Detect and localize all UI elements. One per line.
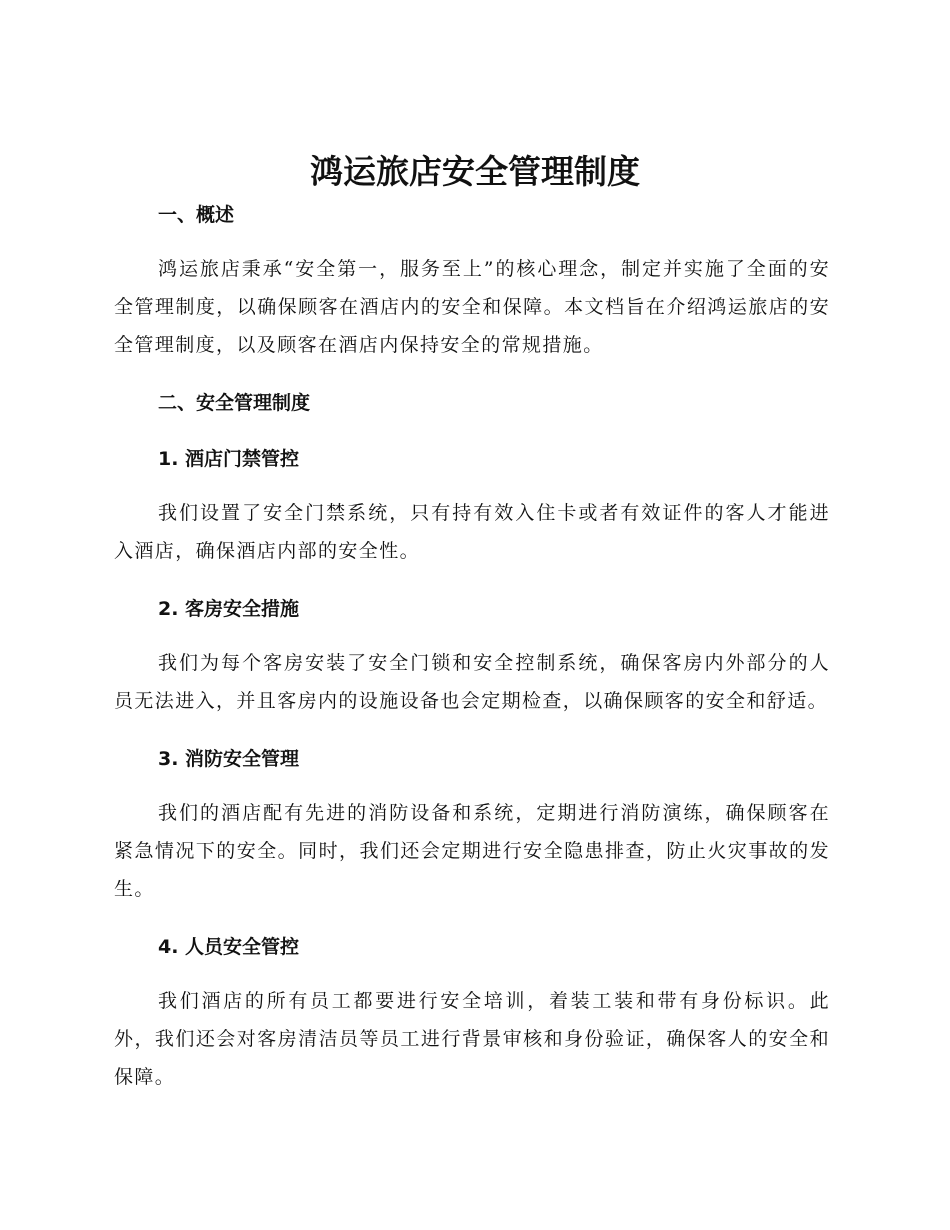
document-body: [114, 198, 830, 1096]
subsection-paragraph-staff-control: 我们酒店的所有员工都要进行安全培训，着装工装和带有身份标识。此外，我们还会对客房清洁员等员工进行背景审核和身份验证，确保客人的安全和保障。: [114, 990, 830, 1088]
subsection-heading-access-control: 1. 酒店门禁管控: [158, 448, 300, 470]
section-heading-overview: 一、概述: [158, 204, 235, 226]
subsection-paragraph-room-safety: 我们为每个客房安装了安全门锁和安全控制系统，确保客房内外部分的人员无法进入，并且客房内的设施设备也会定期检查，以确保顾客的安全和舒适。: [114, 652, 830, 712]
document-title: 鸿运旅店安全管理制度: [310, 152, 640, 191]
subsection-heading-staff-control: 4. 人员安全管控: [158, 936, 300, 958]
section-heading-safety-system: 二、安全管理制度: [158, 392, 311, 414]
section-paragraph-overview: 鸿运旅店秉承“安全第一，服务至上”的核心理念，制定并实施了全面的安全管理制度，以确保顾客在酒店内的安全和保障。本文档旨在介绍鸿运旅店的安全管理制度，以及顾客在酒店内保持安全的常规措施。: [114, 258, 830, 356]
subsection-heading-fire-safety: 3. 消防安全管理: [158, 748, 300, 770]
subsection-paragraph-access-control: 我们设置了安全门禁系统，只有持有效入住卡或者有效证件的客人才能进入酒店，确保酒店内部的安全性。: [114, 502, 830, 562]
subsection-paragraph-fire-safety: 我们的酒店配有先进的消防设备和系统，定期进行消防演练，确保顾客在紧急情况下的安全。同时，我们还会定期进行安全隐患排查，防止火灾事故的发生。: [114, 802, 830, 900]
subsection-heading-room-safety: 2. 客房安全措施: [158, 598, 300, 620]
